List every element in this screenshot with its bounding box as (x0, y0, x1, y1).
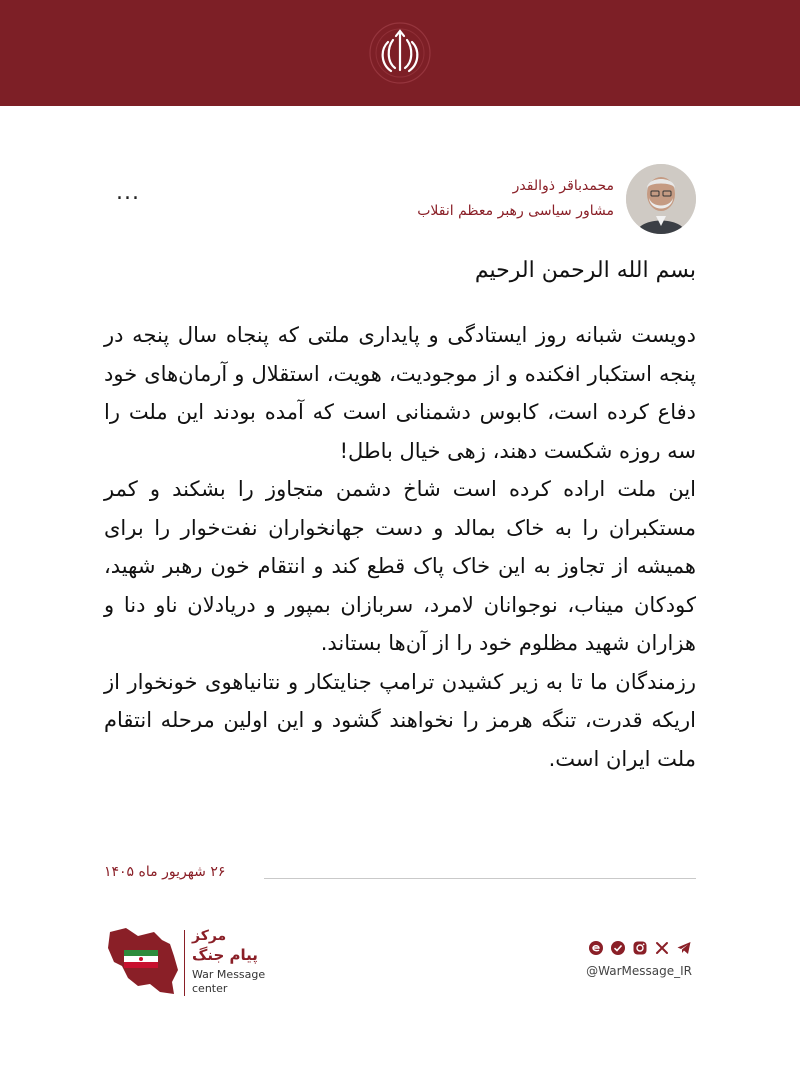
brand-name-fa-line1: مرکز (192, 928, 227, 944)
post-date: ۲۶ شهریور ماه ۱۴۰۵ (104, 864, 226, 880)
bismillah: بسم الله الرحمن الرحیم (474, 258, 696, 283)
more-options-button[interactable]: ... (116, 180, 140, 205)
brand-name-en-line1: War Message (192, 968, 266, 981)
statement-body (104, 316, 696, 778)
header-banner (0, 0, 800, 106)
divider (264, 878, 696, 879)
date-row (104, 864, 696, 884)
iran-emblem-icon (365, 18, 435, 88)
avatar[interactable] (626, 164, 696, 234)
author-photo-icon (626, 164, 696, 234)
statement-card (104, 150, 696, 950)
x-icon[interactable] (654, 940, 670, 956)
footer (104, 918, 696, 1002)
eitaa-icon[interactable] (588, 940, 604, 956)
brand-name-en-line2: center (192, 982, 228, 995)
paragraph-3: رزمندگان ما تا به زیر کشیدن ترامپ جنایتکار و نتانیاهوی خونخوار از اریکه قدرت، تنگه هرمز را نخواهند گشود و این اولین مرحله انتقام ملت ایران است. (104, 669, 696, 771)
social-icons (588, 940, 692, 956)
social-handle[interactable]: @WarMessage_IR (586, 964, 692, 978)
instagram-icon[interactable] (632, 940, 648, 956)
author-name[interactable]: محمدباقر ذوالقدر (512, 178, 614, 194)
author-info (417, 176, 614, 222)
telegram-icon[interactable] (676, 940, 692, 956)
paragraph-1: دویست شبانه روز ایستادگی و پایداری ملتی که پنجاه سال پنجه در پنجه استکبار افکنده و از موجودیت، هویت، استقلال و آرمان‌های خود دفاع کرده است، کابوس دشمنانی است که آمده بودند این ملت را سه روزه شکست دهند، زهی خیال باطل! (104, 323, 696, 463)
iran-map-logo-icon (104, 922, 182, 1000)
paragraph-2: این ملت اراده کرده است شاخ دشمن متجاوز را بشکند و کمر مستکبران را به خاک بمالد و دست جهانخواران نفت‌خوار را برای همیشه از تجاوز به این خاک پاک قطع کند و انتقام خون رهبر شهید، کودکان میناب، نوجوانان لامرد، سربازان بمپور و دریادلان ناو دنا و هزاران شهید مظلوم خود را از آن‌ها بستاند. (104, 477, 696, 655)
brand-name-fa-line2: پیام جنگ (192, 946, 258, 964)
bale-icon[interactable] (610, 940, 626, 956)
author-role: مشاور سیاسی رهبر معظم انقلاب (417, 203, 614, 219)
brand-divider (184, 930, 185, 996)
